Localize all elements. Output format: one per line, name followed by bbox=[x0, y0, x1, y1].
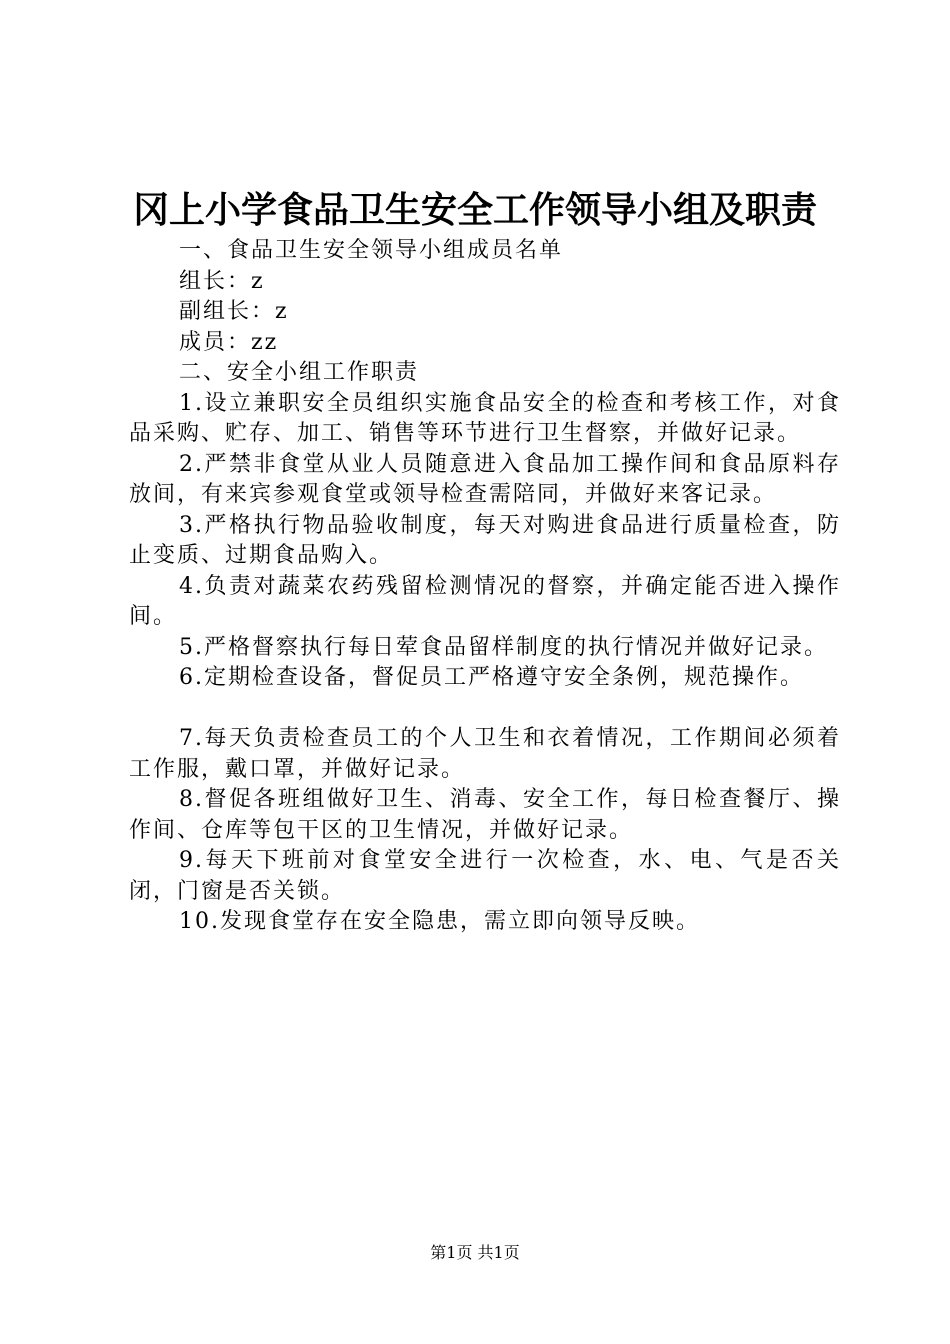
duty-item-10: 10.发现食堂存在安全隐患，需立即向领导反映。 bbox=[179, 909, 700, 934]
page-footer: 第1页 共1页 bbox=[430, 1243, 520, 1262]
section1-heading: 一、食品卫生安全领导小组成员名单 bbox=[179, 238, 564, 263]
leader-line: 组长：z bbox=[179, 268, 265, 294]
duty-item-4: 4.负责对蔬菜农药残留检测情况的督察，并确定能否进入操作间。 bbox=[129, 573, 841, 629]
duty-item-1: 1.设立兼职安全员组织实施食品安全的检查和考核工作，对食品采购、贮存、加工、销售等环节进行卫生督察，并做好记录。 bbox=[129, 390, 841, 446]
duty-item-7: 7.每天负责检查员工的个人卫生和衣着情况，工作期间必须着工作服，戴口罩，并做好记录。 bbox=[129, 726, 841, 782]
blank-line bbox=[129, 694, 841, 725]
deputy-leader-line: 副组长：z bbox=[179, 299, 289, 324]
duty-item-5: 5.严格督察执行每日荤食品留样制度的执行情况并做好记录。 bbox=[179, 634, 828, 660]
duty-item-9: 9.每天下班前对食堂安全进行一次检查，水、电、气是否关闭，门窗是否关锁。 bbox=[129, 848, 841, 904]
duty-item-2: 2.严禁非食堂从业人员随意进入食品加工操作间和食品原料存放间，有来宾参观食堂或领导检查需陪同，并做好来客记录。 bbox=[129, 451, 841, 507]
document-title: 冈上小学食品卫生安全工作领导小组及职责 bbox=[132, 189, 817, 231]
duty-item-3: 3.严格执行物品验收制度，每天对购进食品进行质量检查，防止变质、过期食品购入。 bbox=[129, 512, 841, 568]
duty-item-8: 8.督促各班组做好卫生、消毒、安全工作，每日检查餐厅、操作间、仓库等包干区的卫生情况，并做好记录。 bbox=[129, 787, 841, 843]
document-body bbox=[129, 236, 841, 938]
section2-heading: 二、安全小组工作职责 bbox=[179, 360, 420, 385]
members-line: 成员：zz bbox=[179, 329, 279, 355]
duty-item-6: 6.定期检查设备，督促员工严格遵守安全条例，规范操作。 bbox=[179, 665, 804, 690]
